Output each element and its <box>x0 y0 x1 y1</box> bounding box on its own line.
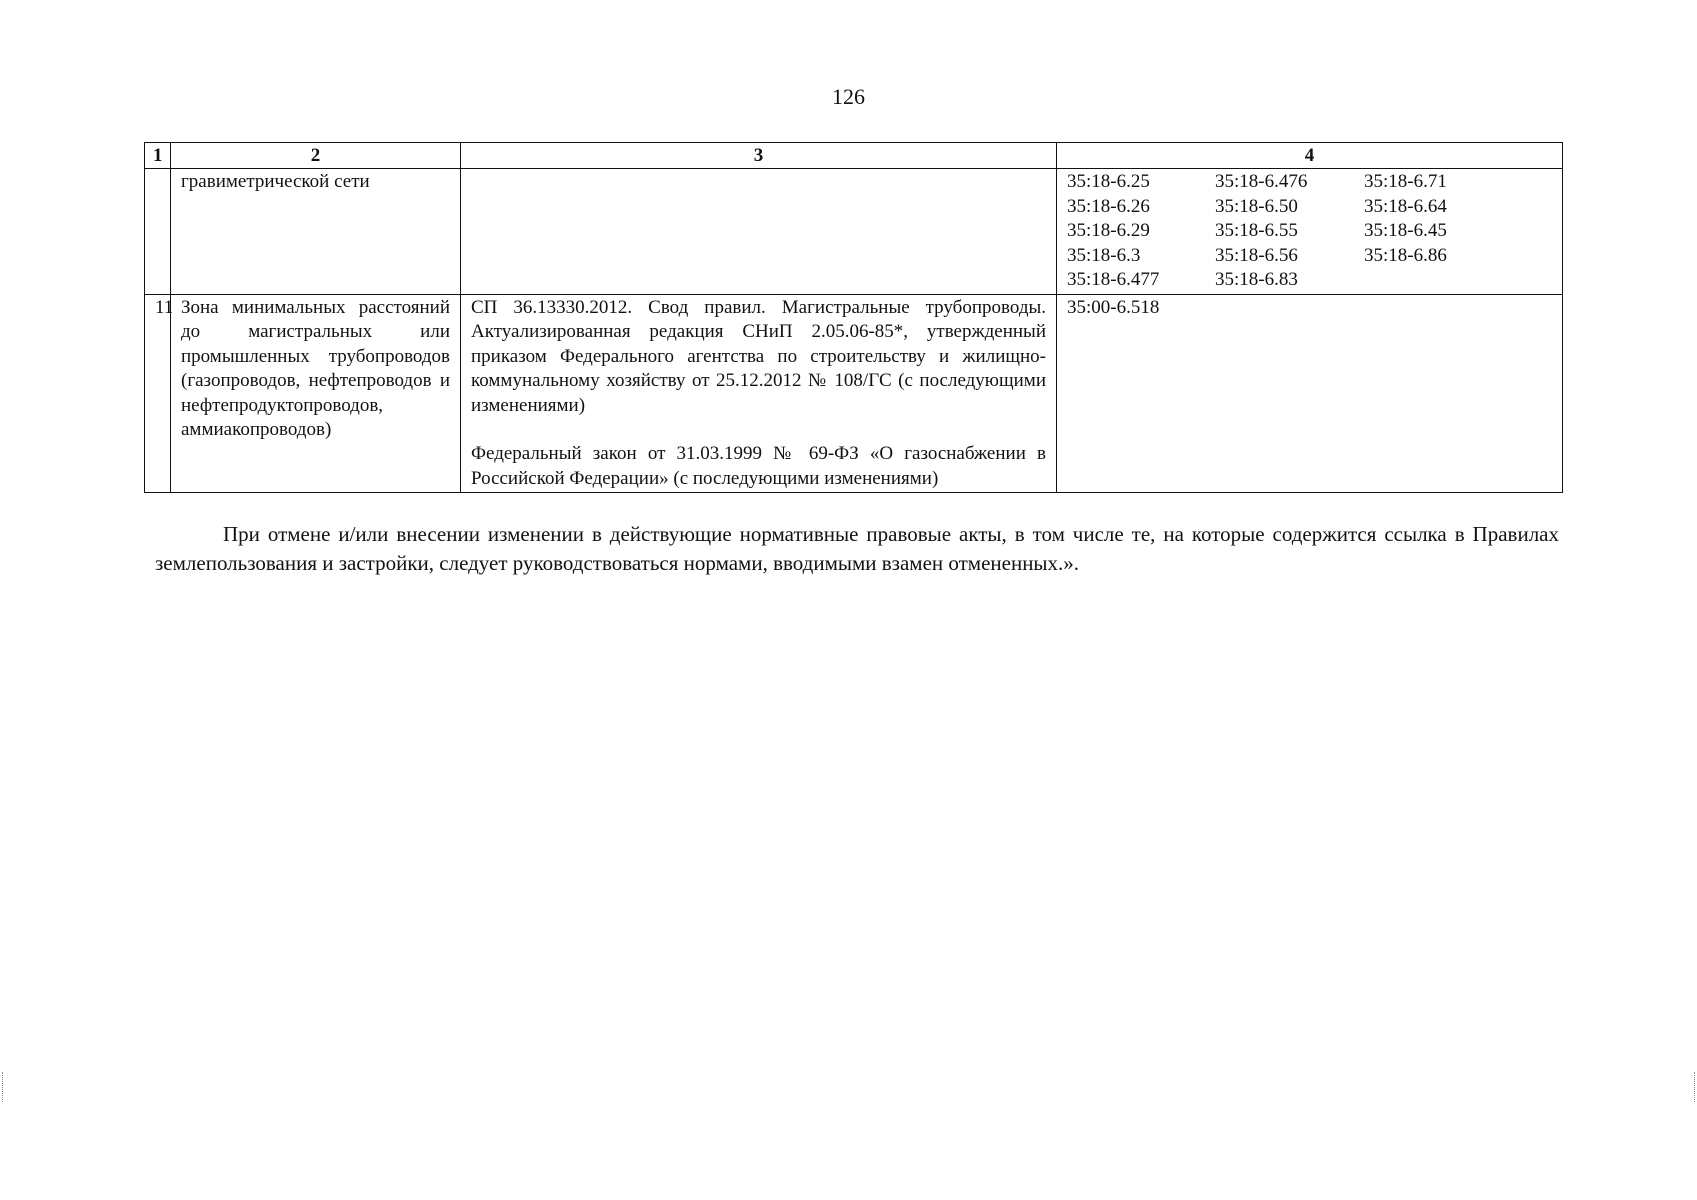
table-row <box>145 294 1563 493</box>
zone-code: 35:00-6.518 <box>1067 296 1160 318</box>
header-cell-3: 3 <box>461 143 1057 169</box>
legal-document: Федеральный закон от 31.03.1999 № 69-ФЗ «О газоснабжении в Российской Федерации» (с последующими изменениями) <box>471 443 1046 489</box>
header-cell-1: 1 <box>145 143 171 169</box>
header-cell-4: 4 <box>1057 143 1563 169</box>
scan-edge-mark-right <box>1694 1072 1696 1102</box>
codes-grid <box>1067 170 1552 293</box>
zone-code <box>1364 268 1504 293</box>
zone-code: 35:18-6.55 <box>1215 220 1298 241</box>
footer-note: При отмене и/или внесении изменении в действующие нормативные правовые акты, в том числе те, на которые содержится ссылка в Правилах землепользования и застройки, следует руководствоваться нормами, вводимыми взамен отмененных.». <box>155 522 1559 575</box>
header-cell-2: 2 <box>171 143 461 169</box>
zone-name: гравиметрической сети <box>171 169 461 295</box>
zone-name: Зона минимальных расстояний до магистральных или промышленных трубопроводов (газопроводов, нефтепроводов и нефтепродуктопроводов, аммиакопроводов) <box>171 294 461 493</box>
scan-edge-mark-left <box>2 1072 4 1102</box>
row-number <box>145 169 171 295</box>
zone-codes <box>1057 294 1563 493</box>
zone-code: 35:18-6.45 <box>1364 220 1447 241</box>
zone-code: 35:18-6.56 <box>1215 244 1298 266</box>
zone-code: 35:18-6.71 <box>1364 171 1447 192</box>
legal-documents <box>461 294 1057 493</box>
legal-document: СП 36.13330.2012. Свод правил. Магистральные трубопроводы. Актуализированная редакция СНиП 2.05.06-85*, утвержденный приказом Федерального агентства по строительству и жилищно-коммунальному хозяйству от 25.12.2012 № 108/ГС (с последующими изменениями) <box>471 296 1046 416</box>
table-header-row <box>145 143 1563 169</box>
zone-code: 35:18-6.25 <box>1067 171 1150 192</box>
zone-code: 35:18-6.29 <box>1067 220 1150 241</box>
zone-code: 35:18-6.3 <box>1067 244 1141 266</box>
legal-documents <box>461 169 1057 295</box>
zone-code: 35:18-6.83 <box>1215 269 1298 290</box>
zone-code: 35:18-6.477 <box>1067 269 1160 290</box>
zone-code: 35:18-6.86 <box>1364 244 1447 266</box>
table-row <box>145 169 1563 295</box>
regulations-table <box>144 142 1563 493</box>
page-number: 126 <box>832 84 865 109</box>
zone-code: 35:18-6.26 <box>1067 195 1150 217</box>
zone-codes <box>1057 169 1563 295</box>
zone-code: 35:18-6.64 <box>1364 195 1447 217</box>
row-number: 11 <box>145 294 171 493</box>
zone-code: 35:18-6.50 <box>1215 195 1298 217</box>
zone-code: 35:18-6.476 <box>1215 171 1308 192</box>
